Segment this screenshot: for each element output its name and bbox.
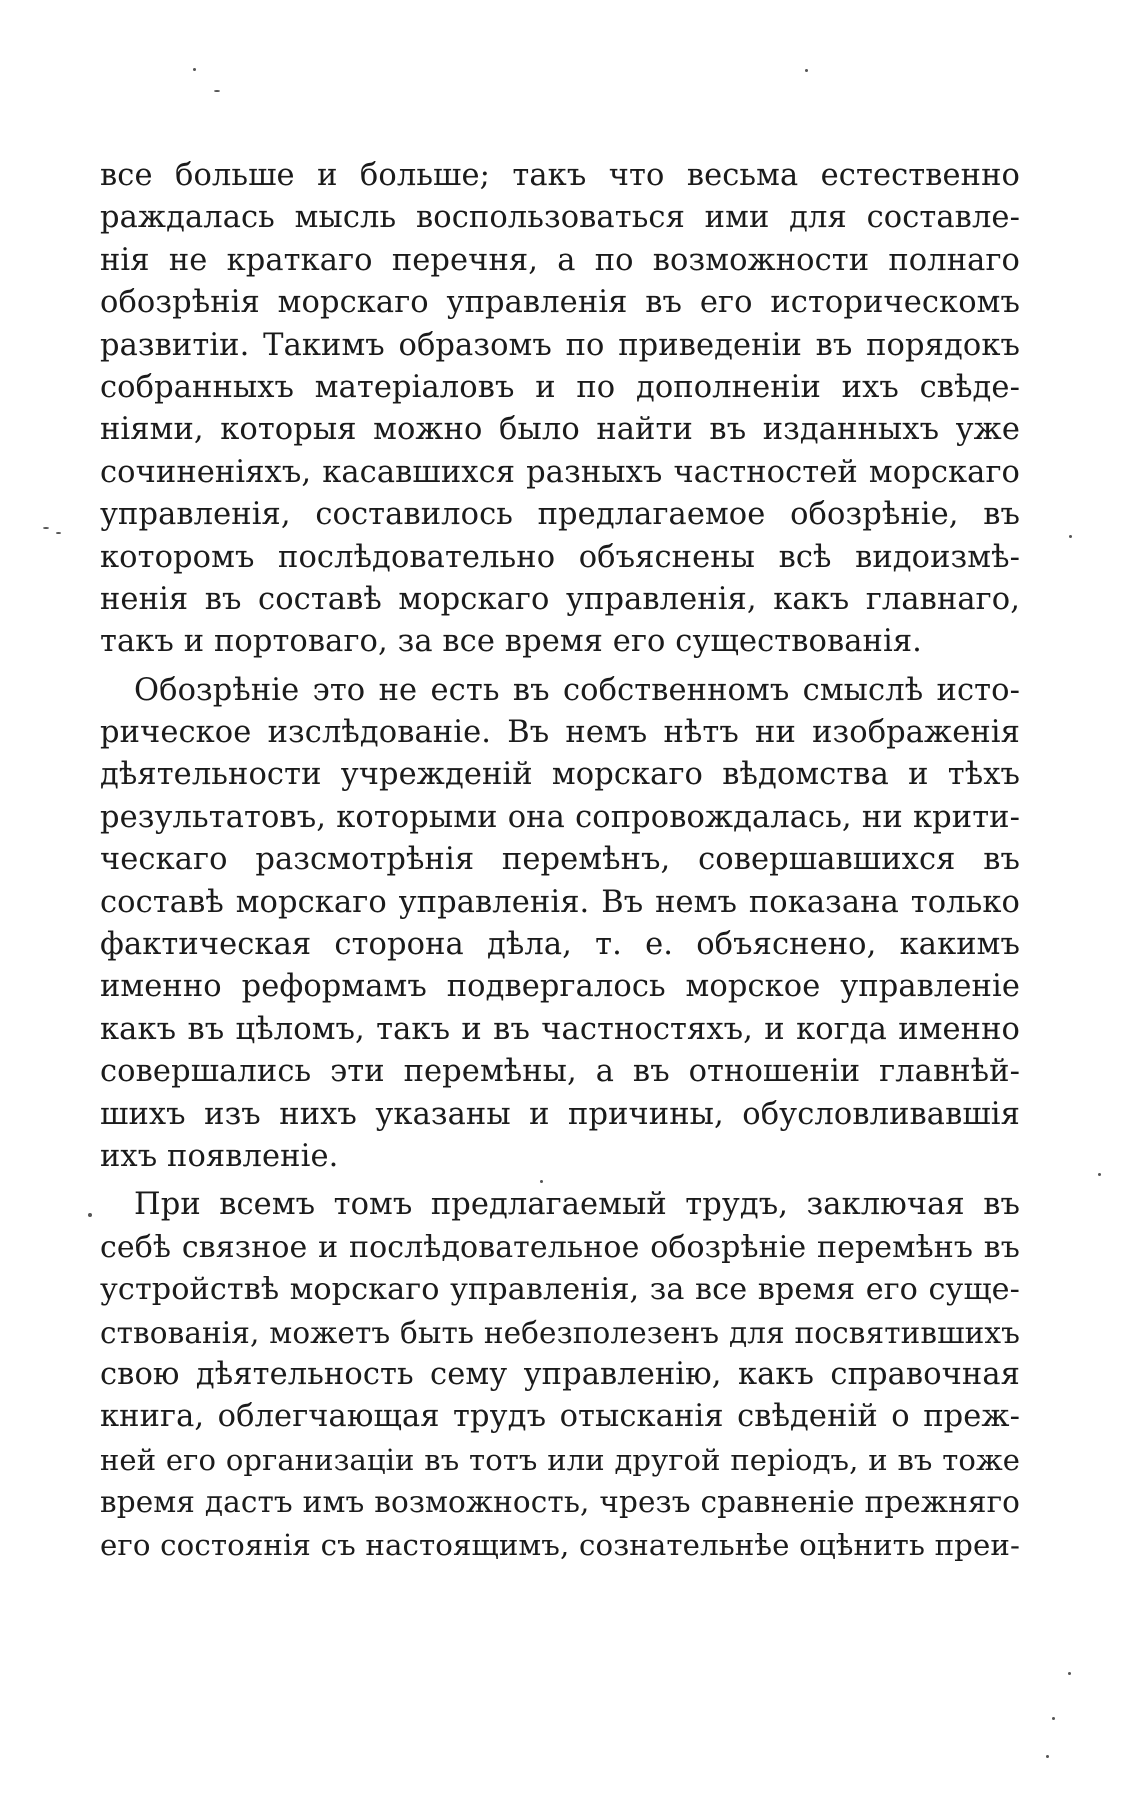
text-line: такъ и портоваго, за все время его существованія. [100, 624, 922, 660]
scan-speck [88, 1213, 92, 1217]
paragraph-3 [100, 1184, 1020, 1566]
text-line: сочиненіяхъ, касавшихся разныхъ частностей морскаго [100, 454, 1020, 490]
text-line: время дастъ имъ возможность, чрезъ сравненіе прежняго [100, 1485, 1020, 1520]
scan-speck [56, 532, 61, 534]
text-line: ніями, которыя можно было найти въ изданныхъ уже [100, 412, 1020, 448]
scan-speck [43, 527, 49, 529]
text-line: нія не краткаго перечня, а по возможности полнаго [100, 242, 1020, 278]
text-line: ческаго разсмотрѣнія перемѣнъ, совершавшихся въ [100, 842, 1020, 878]
text-line: раждалась мысль воспользоваться ими для составле- [100, 200, 1020, 236]
text-line: книга, облегчающая трудъ отысканія свѣденій о преж- [100, 1399, 1020, 1435]
text-line: ненія въ составѣ морскаго управленія, какъ главнаго, [100, 581, 1020, 617]
text-line: рическое изслѣдованіе. Въ немъ нѣтъ ни изображенія [100, 715, 1020, 751]
text-line: ствованія, можетъ быть небезполезенъ для посвятившихъ [100, 1315, 1020, 1350]
text-line: ней его организаціи въ тотъ или другой періодъ, и въ тоже [100, 1442, 1020, 1477]
scan-speck [214, 90, 220, 92]
paragraph-2 [100, 670, 1020, 1179]
text-line: которомъ послѣдовательно объяснены всѣ видоизмѣ- [100, 539, 1020, 575]
text-line: При всемъ томъ предлагаемый трудъ, заключая въ [134, 1187, 1020, 1223]
text-line: фактическая сторона дѣла, т. е. объяснено, какимъ [100, 927, 1020, 963]
scan-speck [1046, 1755, 1049, 1758]
text-line: ихъ появленіе. [100, 1138, 339, 1174]
text-line: развитіи. Такимъ образомъ по приведеніи въ порядокъ [100, 327, 1020, 363]
text-line: устройствѣ морскаго управленія, за все время его суще- [100, 1272, 1020, 1308]
paragraph-1 [100, 155, 1020, 664]
text-line: шихъ изъ нихъ указаны и причины, обусловливавшія [100, 1096, 1020, 1132]
text-line: Обозрѣніе это не есть въ собственномъ смыслѣ исто- [134, 672, 1020, 708]
scan-speck [1069, 535, 1072, 538]
scan-speck [1052, 1717, 1055, 1720]
scan-speck [1068, 1672, 1071, 1675]
text-line: дѣятельности учрежденій морскаго вѣдомства и тѣхъ [100, 757, 1020, 793]
scan-speck [805, 69, 808, 72]
text-line: какъ въ цѣломъ, такъ и въ частностяхъ, и когда именно [100, 1011, 1020, 1047]
text-line: себѣ связное и послѣдовательное обозрѣніе перемѣнъ въ [100, 1229, 1020, 1265]
scan-speck [1098, 1173, 1101, 1176]
text-line: свою дѣятельность сему управленію, какъ справочная [100, 1356, 1020, 1392]
text-line: собранныхъ матеріаловъ и по дополненіи ихъ свѣде- [100, 369, 1020, 405]
text-line: именно реформамъ подвергалось морское управленіе [100, 969, 1020, 1005]
text-line: совершались эти перемѣны, а въ отношеніи главнѣй- [100, 1054, 1020, 1090]
text-line: все больше и больше; такъ что весьма естественно [100, 158, 1020, 193]
text-line: составѣ морскаго управленія. Въ немъ показана только [100, 884, 1020, 920]
body-text [100, 155, 1020, 1566]
text-line: обозрѣнія морскаго управленія въ его историческомъ [100, 285, 1020, 321]
text-line: его состоянія съ настоящимъ, сознательнѣе оцѣнить преи- [100, 1527, 1020, 1562]
scan-speck [193, 68, 196, 71]
text-line: управленія, составилось предлагаемое обозрѣніе, въ [100, 497, 1020, 533]
text-line: результатовъ, которыми она сопровождалась, ни крити- [100, 799, 1020, 835]
